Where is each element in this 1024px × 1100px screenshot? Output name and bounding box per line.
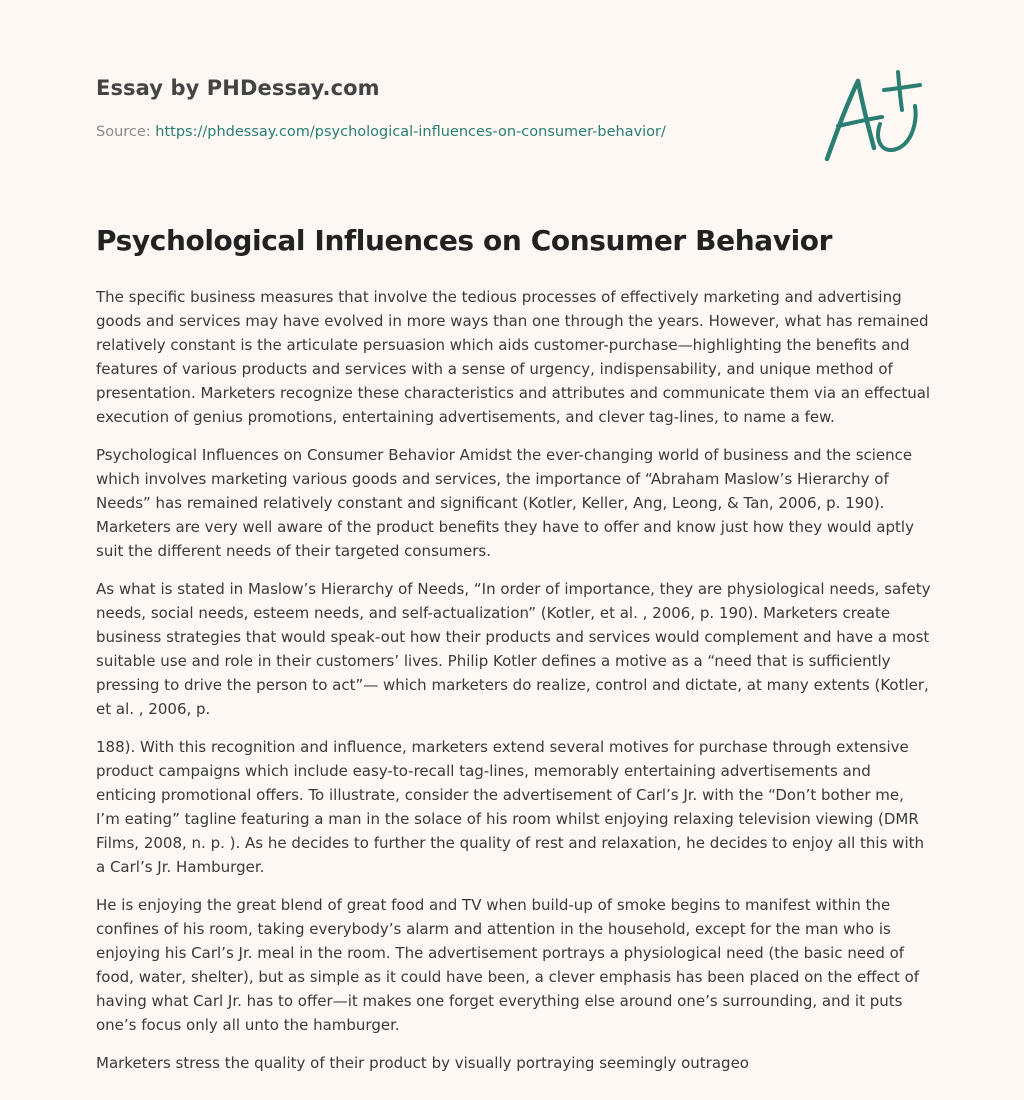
paragraph: The specific business measures that involve the tedious processes of effectively marketing and advertising goods and services may have evolved in more ways than one through the years. However, what has remained relatively constant is the articulate persuasion which aids customer-purchase—highlighting the benefits and features of various products and services with a sense of urgency, indispensability, and unique method of presentation. Marketers recognize these characteristics and attributes and communicate them via an effectual execution of genius promotions, entertaining advertisements, and clever tag-lines, to name a few.	[96, 288, 931, 426]
source-label: Source:	[96, 124, 156, 140]
essay-title: Psychological Influences on Consumer Behavior	[96, 224, 833, 257]
paragraph: Psychological Influences on Consumer Behavior Amidst the ever-changing world of business and the science which involves marketing various goods and services, the importance of “Abraham Maslow’s Hierarchy of Needs” has remained relatively constant and significant (Kotler, Keller, Ang, Leong, & Tan, 2006, p. 190). Marketers are very well aware of the product benefits they have to offer and know just how they would aptly suit the different needs of their targeted consumers.	[96, 446, 914, 560]
a-plus-logo-icon	[822, 68, 926, 166]
paragraph: As what is stated in Maslow’s Hierarchy of Needs, “In order of importance, they are physiological needs, safety needs, social needs, esteem needs, and self-actualization” (Kotler, et al. , 2006, p. 190). Marketers create business strategies that would speak-out how their products and services would complement and have a most suitable use and role in their customers’ lives. Philip Kotler defines a motive as a “need that is sufficiently pressing to drive the person to act”— which marketers do realize, control and dictate, at many extents (Kotler, et al. , 2006, p.	[96, 580, 931, 718]
essay-body	[96, 285, 932, 1089]
source-line	[96, 124, 666, 140]
source-link[interactable]: https://phdessay.com/psychological-influences-on-consumer-behavior/	[155, 124, 666, 140]
site-brand: Essay by PHDessay.com	[96, 76, 380, 100]
essay-page	[96, 0, 932, 1100]
paragraph: Marketers stress the quality of their product by visually portraying seemingly outrageo	[96, 1054, 749, 1072]
paragraph: He is enjoying the great blend of great food and TV when build-up of smoke begins to manifest within the confines of his room, taking everybody’s alarm and attention in the household, except for the man who is enjoying his Carl’s Jr. meal in the room. The advertisement portrays a physiological need (the basic need of food, water, shelter), but as simple as it could have been, a clever emphasis has been placed on the effect of having what Carl Jr. has to offer—it makes one forget everything else around one’s surrounding, and it puts one’s focus only all unto the hamburger.	[96, 896, 920, 1034]
paragraph: 188). With this recognition and influence, marketers extend several motives for purchase through extensive product campaigns which include easy-to-recall tag-lines, memorably entertaining advertisements and enticing promotional offers. To illustrate, consider the advertisement of Carl’s Jr. with the “Don’t bother me, I’m eating” tagline featuring a man in the solace of his room whilst enjoying relaxing television viewing (DMR Films, 2008, n. p. ). As he decides to further the quality of rest and relaxation, he decides to enjoy all this with a Carl’s Jr. Hamburger.	[96, 738, 924, 876]
